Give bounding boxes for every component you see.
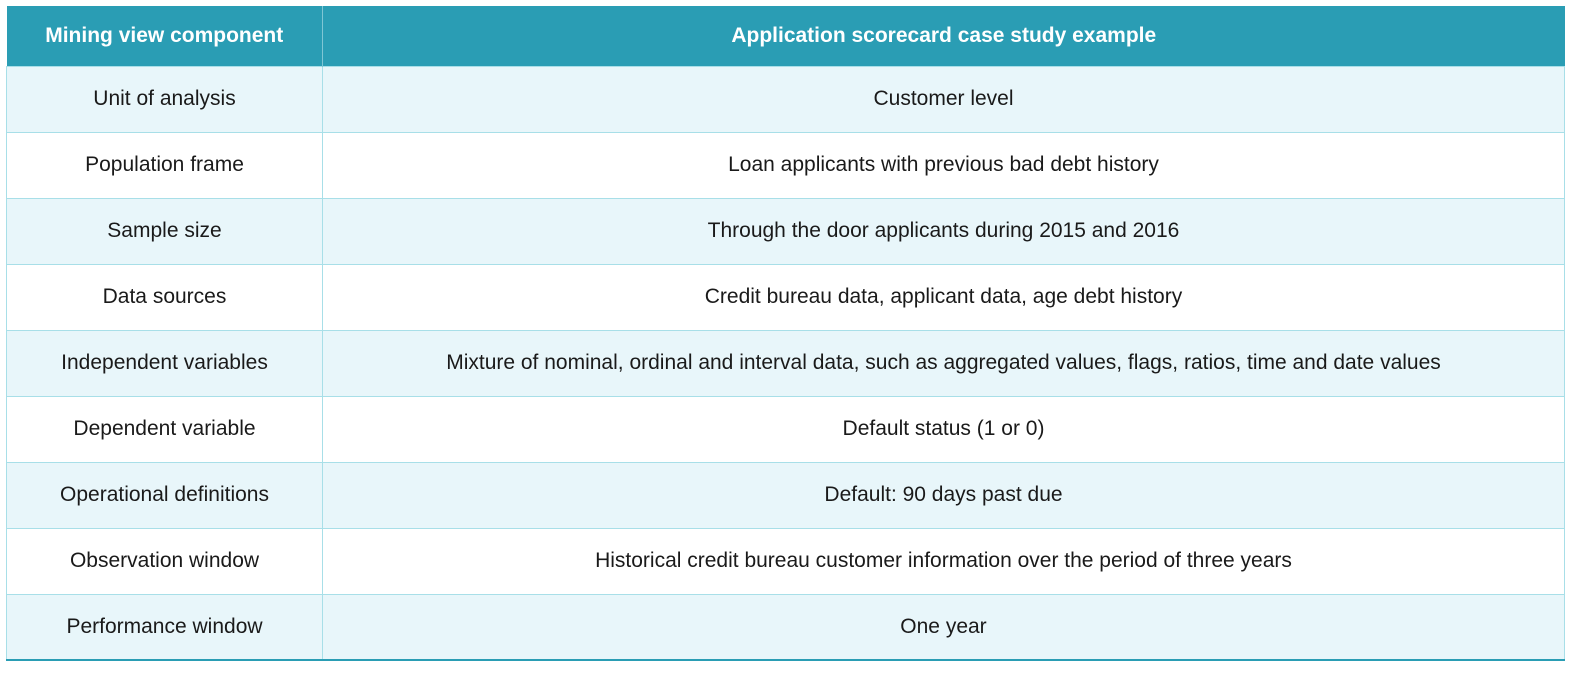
scorecard-table-container — [6, 6, 1564, 661]
header-row — [7, 6, 1565, 66]
table-row — [7, 198, 1565, 264]
example-cell: Credit bureau data, applicant data, age debt history — [323, 264, 1565, 330]
table-header — [7, 6, 1565, 66]
example-cell: One year — [323, 594, 1565, 660]
table-row — [7, 330, 1565, 396]
example-cell: Customer level — [323, 66, 1565, 132]
table-body — [7, 66, 1565, 660]
table-row — [7, 594, 1565, 660]
example-cell: Through the door applicants during 2015 and 2016 — [323, 198, 1565, 264]
table-row — [7, 66, 1565, 132]
mining-view-table — [6, 6, 1565, 661]
example-cell: Historical credit bureau customer information over the period of three years — [323, 528, 1565, 594]
component-cell: Performance window — [7, 594, 323, 660]
example-cell: Mixture of nominal, ordinal and interval data, such as aggregated values, flags, ratios, time and date values — [323, 330, 1565, 396]
table-row — [7, 264, 1565, 330]
example-cell: Loan applicants with previous bad debt history — [323, 132, 1565, 198]
component-cell: Dependent variable — [7, 396, 323, 462]
component-cell: Unit of analysis — [7, 66, 323, 132]
component-cell: Sample size — [7, 198, 323, 264]
table-row — [7, 528, 1565, 594]
table-row — [7, 132, 1565, 198]
table-row — [7, 396, 1565, 462]
table-row — [7, 462, 1565, 528]
example-cell: Default status (1 or 0) — [323, 396, 1565, 462]
example-cell: Default: 90 days past due — [323, 462, 1565, 528]
component-cell: Operational definitions — [7, 462, 323, 528]
component-cell: Observation window — [7, 528, 323, 594]
component-cell: Data sources — [7, 264, 323, 330]
column-header-component: Mining view component — [7, 6, 323, 66]
component-cell: Population frame — [7, 132, 323, 198]
column-header-example: Application scorecard case study example — [323, 6, 1565, 66]
component-cell: Independent variables — [7, 330, 323, 396]
